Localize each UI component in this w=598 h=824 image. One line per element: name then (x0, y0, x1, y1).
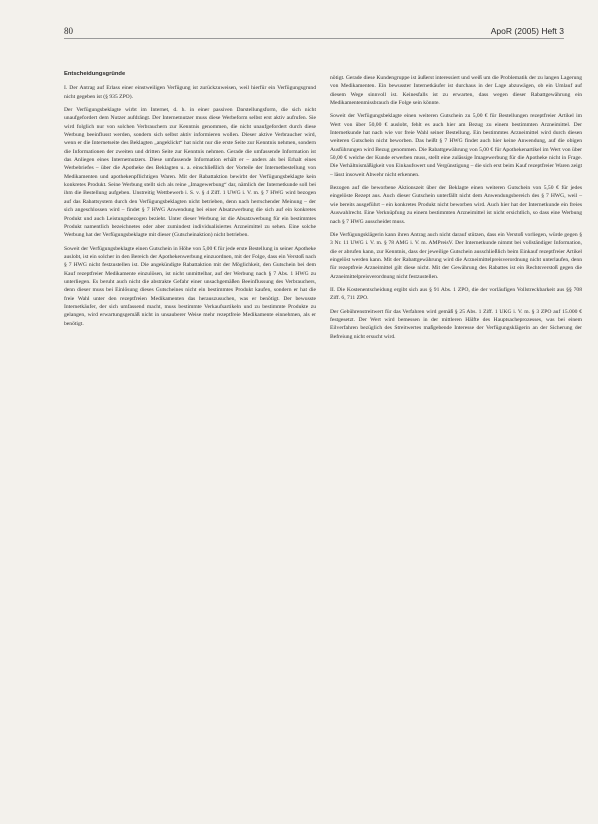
paragraph: Der Gebührenstreitwert für das Verfahren wird gemäß § 25 Abs. 1 Ziff. 1 UKG i. V. m. § 3 ZPO auf 15.000 € festgesetzt. Der Wert wird bemessen in der mittleren Hälfte des Hauptsacheprozesses, was bei einem Eilverfahren bezüglich des Streitwertes maßgebende Interesse der Verfügungsklägerin an der Sicherung der Befreiung nicht ersucht wird. (330, 308, 582, 340)
paragraph: II. Die Kostenentscheidung ergibt sich aus § 91 Abs. 1 ZPO, die der vorläufigen Vollstreckbarkeit aus §§ 708 Ziff. 6, 711 ZPO. (330, 286, 582, 302)
paragraph: Bezogen auf die beworbene Aktionszeit über der Beklagte einen weiteren Gutschein von 5,50 € für jedes eingelöste Rezept aus. Auch dieser Gutschein unterfällt nicht dem Anwendungsbereich des § 7 HWG, weil – wie bereits ausgeführt – ein konkretes Produkt nicht beworben wird. Auch hier hat der Internetkunde ein freies Auswahlrecht. Eine Verknüpfung zu einem bestimmten Arzneimittel ist nicht ersichtlich, so dass eine Werbung nach § 7 HWG ausscheidet muss. (330, 185, 582, 225)
paragraph: Die Verfügungsklägerin kann ihren Antrag auch nicht darauf stützen, dass ein Verstoß vorliegen, würde gegen § 3 Nr. 11 UWG i. V. m. § 78 AMG i. V. m. AMPreisV. Der Internetkunde nimmt bei vollständiger Information, die er abrufen kann, zur Kenntnis, dass der jeweilige Gutschein ausschließlich beim Einkauf rezeptfreier Artikel eingelöst werden kann. Mit der Rabattgewährung wird die Arzneimittelpreisverordnung nicht unterlaufen, denn für rezeptfreie Arzneimittel gilt diese nicht. Mit der Gewährung des Rabattes ist ein Rechtsverstoß gegen die Arzneimittelpreisverordnung nicht festzustellen. (330, 231, 582, 280)
paragraph: I. Der Antrag auf Erlass einer einstweiligen Verfügung ist zurückzuweisen, weil hierfür ein Verfügungsgrund nicht gegeben ist (§ 935 ZPO). (64, 85, 316, 100)
section-heading: Entscheidungsgründe (64, 71, 126, 77)
page-number: 80 (64, 26, 73, 36)
left-column (64, 70, 316, 333)
header-rule (64, 38, 564, 39)
paragraph: Soweit der Verfügungsbeklagte einen Gutschein in Höhe von 5,00 € für jede erste Bestellung in seiner Apotheke auslobt, ist ein solcher in den Bereich der Apothekenwerbung einzuordnen, mit der Folge, dass ein Verstoß nach § 7 HWG nicht festzustellen ist. Die angekündigte Rabattaktion mit der Möglichkeit, den Gutschein bei dem Kauf rezeptfreier Medikamente einzulösen, ist nicht unmittelbar, auf der Werbung nach § 7 Abs. 1 HWG zu unterliegen. Es beruht auch nicht die abstrakte Gefahr einer unsachgemäßen Beeinflussung des Verbrauchers, denn dieser muss bei Einlösung dieses Gutscheines nicht ein bestimmtes Produkt kaufen, sondern er hat die freie Wahl unter den rezeptfreien Medikamenten das herauszusuchen, was er benötigt. Der bewusste Internetkäufer, der sich umfassend macht, muss bestimmte Verkaufsartikeln und zu bestimmte Produkte zu gelangen, wird erwartungsgemäß nicht in unsauberer Weise mehr rezeptfreie Medikamente einnehmen, als er benötigt. (64, 245, 316, 327)
right-column (330, 74, 582, 346)
paragraph: Der Verfügungsbeklagte wirbt im Internet, d. h. in einer passiven Darstellungsform, die sich nicht unaufgefordert dem Nutzer aufdrängt. Der Internetnutzer muss diese Werbeform selbst erst aktiv aufrufen. Sie wird folglich nur von solchen Verbrauchern zur Kenntnis genommen, die nicht unaufgefordert durch diese Werbung beeinflusst werden, sondern sich selbst aktiv informieren wollen. Dieser aktive Verbraucher wird, wenn er die Internetseite des Beklagten „angeklickt“ hat nicht nur die erste Seite zur Kenntnis nehmen, sondern die Informationen der zweiten und dritten Seite zur Kenntnis nehmen. Gerade die umfassende Information ist das Anliegen eines Internetnutzers. Diese umfassende Information erhält er – anders als bei Erhalt eines Werbebriefes – über die Apotheke des Beklagten u. a. einschließlich der Vorteile der Internetbestellung von Medikamenten und apothekenpflichtigen Waren. Mit der Rabattaktion bewirbt der Verfügungsbeklagte kein konkretes Produkt. Seine Werbung stellt sich als reine „Imagewerbung“ dar, nämlich der Internetkunde soll bei ihm die Bestellung aufgeben. Unstreitig Wettbewerb i. S. v. § 4 Ziff. 1 UWG i. V. m. § 7 HWG wird bezogen auf das Rabattsystem durch den Verfügungsbeklagten nicht betrieben, denn nach herrschender Meinung – der sich angeschlossen wird – findet § 7 HWG Anwendung bei einer Absatzwerbung die sich auf ein konkretes Produkt und auch Leistungsbezogen bezieht. Unter dieser Werbung ist die Absatzwerbung für ein bestimmtes Produkt namentlich bezeichnetes oder aber zumindest individualisiertes Arzneimittel zu sehen. Eine solche Werbung hat der Verfügungsbeklagte mit dieser (Gutscheinaktion) nicht betrieben. (64, 107, 316, 239)
paragraph: nötigt. Gerade diese Kundengruppe ist äußerst interessiert und weiß um die Problematik der zu langen Lagerung von Medikamenten. Ein bewusster Internetkäufer ist durchaus in der Lage abzuwägen, ob ein Umlauf auf diesem Wege sinnvoll ist. Keinesfalls ist zu erwarten, dass wegen dieser Rabattgewährung ein Medikamentenmissbrauch die Folge sein könnte. (330, 75, 582, 107)
paragraph: Soweit der Verfügungsbeklagte einen weiteren Gutschein zu 5,00 € für Bestellungen rezeptfreier Artikel im Wert von über 50,00 € auslobt, fehlt es auch hier am Bezug zu einem bestimmten Arzneimittel. Der Internetkunde hat nach wie vor freie Wahl seiner Bestellung. Ein bestimmtes Arzneimittel wird durch diesen weiteren Gutschein nicht beworben. Das heißt § 7 HWG findet auch hier keine Anwendung, auf die obigen Ausführungen wird Bezug genommen. Die Rabattgewährung von 5,00 € für Apothekenartikel im Wert von über 50,00 € welche der Kunde erwerben muss, stellt eine zulässige Imagewerbung für die Apotheke nicht in Frage. Die Verhältnismäßigkeit von Einkaufswert und Vergünstigung – die sich erst beim Kauf rezeptfreier Waren zeigt – lässt insoweit Abwehr nicht erkennen. (330, 113, 582, 178)
running-head: ApoR (2005) Heft 3 (490, 26, 564, 36)
